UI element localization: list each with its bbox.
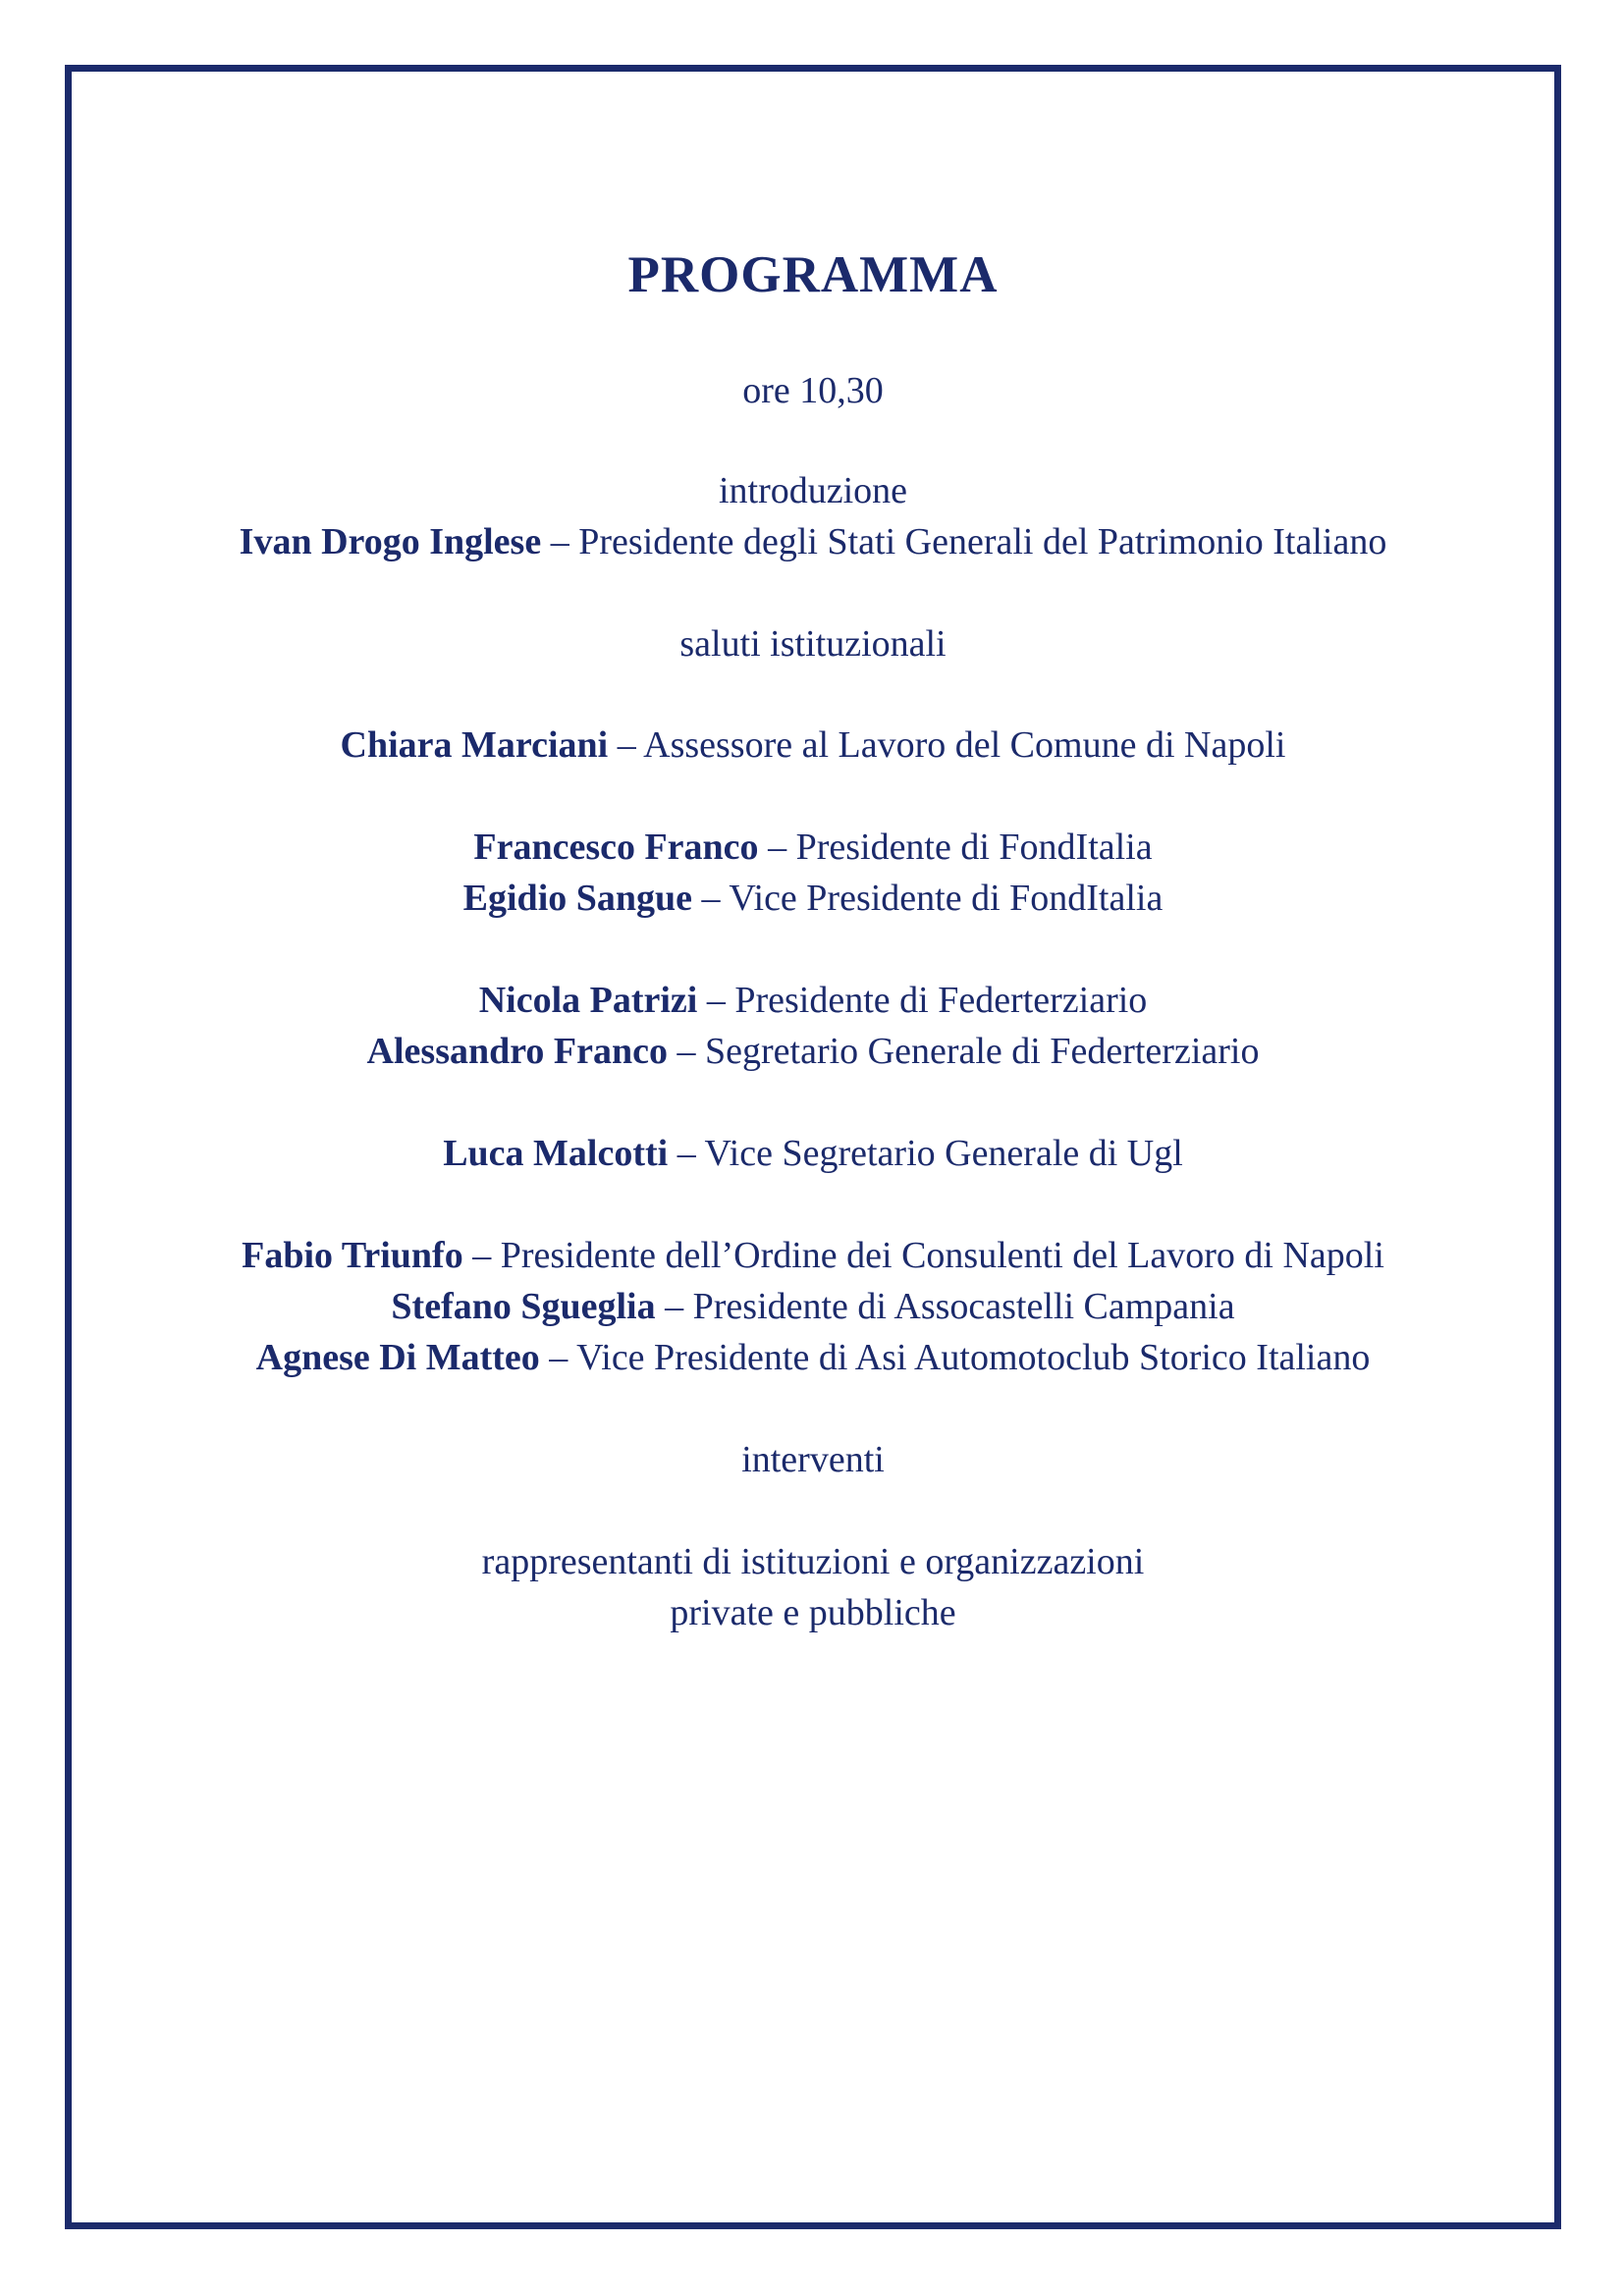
speaker-role: – Presidente degli Stati Generali del Patrimonio Italiano (550, 521, 1387, 562)
speaker-line (65, 1335, 1561, 1380)
speaker-role: – Assessore al Lavoro del Comune di Napoli (617, 724, 1286, 766)
speaker-line (65, 1233, 1561, 1278)
speaker-line (65, 825, 1561, 870)
speaker-name: Stefano Sgueglia (391, 1286, 656, 1327)
speaker-role: – Vice Presidente di FondItalia (701, 878, 1164, 919)
start-time: ore 10,30 (742, 370, 884, 411)
interventions-heading: interventi (741, 1439, 885, 1480)
closing-line: rappresentanti di istituzioni e organizzazioni (481, 1541, 1145, 1582)
speaker-name: Fabio Triunfo (242, 1235, 463, 1276)
speaker-name: Egidio Sangue (462, 878, 693, 919)
speaker-line (65, 722, 1561, 768)
speaker-role: – Vice Presidente di Asi Automotoclub Storico Italiano (549, 1337, 1371, 1378)
speaker-line (65, 876, 1561, 921)
greetings-heading: saluti istituzionali (679, 623, 947, 665)
speaker-role: – Vice Segretario Generale di Ugl (677, 1133, 1183, 1174)
closing-line: private e pubbliche (670, 1592, 956, 1633)
speaker-line (65, 978, 1561, 1023)
speaker-role: – Presidente di Assocastelli Campania (665, 1286, 1235, 1327)
speaker-name: Nicola Patrizi (478, 980, 698, 1021)
speaker-line (65, 1131, 1561, 1176)
speaker-role: – Segretario Generale di Federterziario (677, 1031, 1260, 1072)
speaker-name: Francesco Franco (473, 827, 759, 868)
speaker-name: Chiara Marciani (340, 724, 609, 766)
intro-heading: introduzione (718, 470, 908, 511)
speaker-name: Agnese Di Matteo (255, 1337, 540, 1378)
speaker-line (65, 1029, 1561, 1074)
program-title: PROGRAMMA (627, 246, 999, 303)
speaker-role: – Presidente dell’Ordine dei Consulenti del Lavoro di Napoli (472, 1235, 1384, 1276)
speaker-name: Ivan Drogo Inglese (239, 521, 542, 562)
speaker-role: – Presidente di Federterziario (706, 980, 1148, 1021)
speaker-name: Alessandro Franco (366, 1031, 669, 1072)
speaker-role: – Presidente di FondItalia (768, 827, 1153, 868)
intro-speaker (65, 519, 1561, 564)
speaker-name: Luca Malcotti (443, 1133, 669, 1174)
speaker-line (65, 1284, 1561, 1329)
